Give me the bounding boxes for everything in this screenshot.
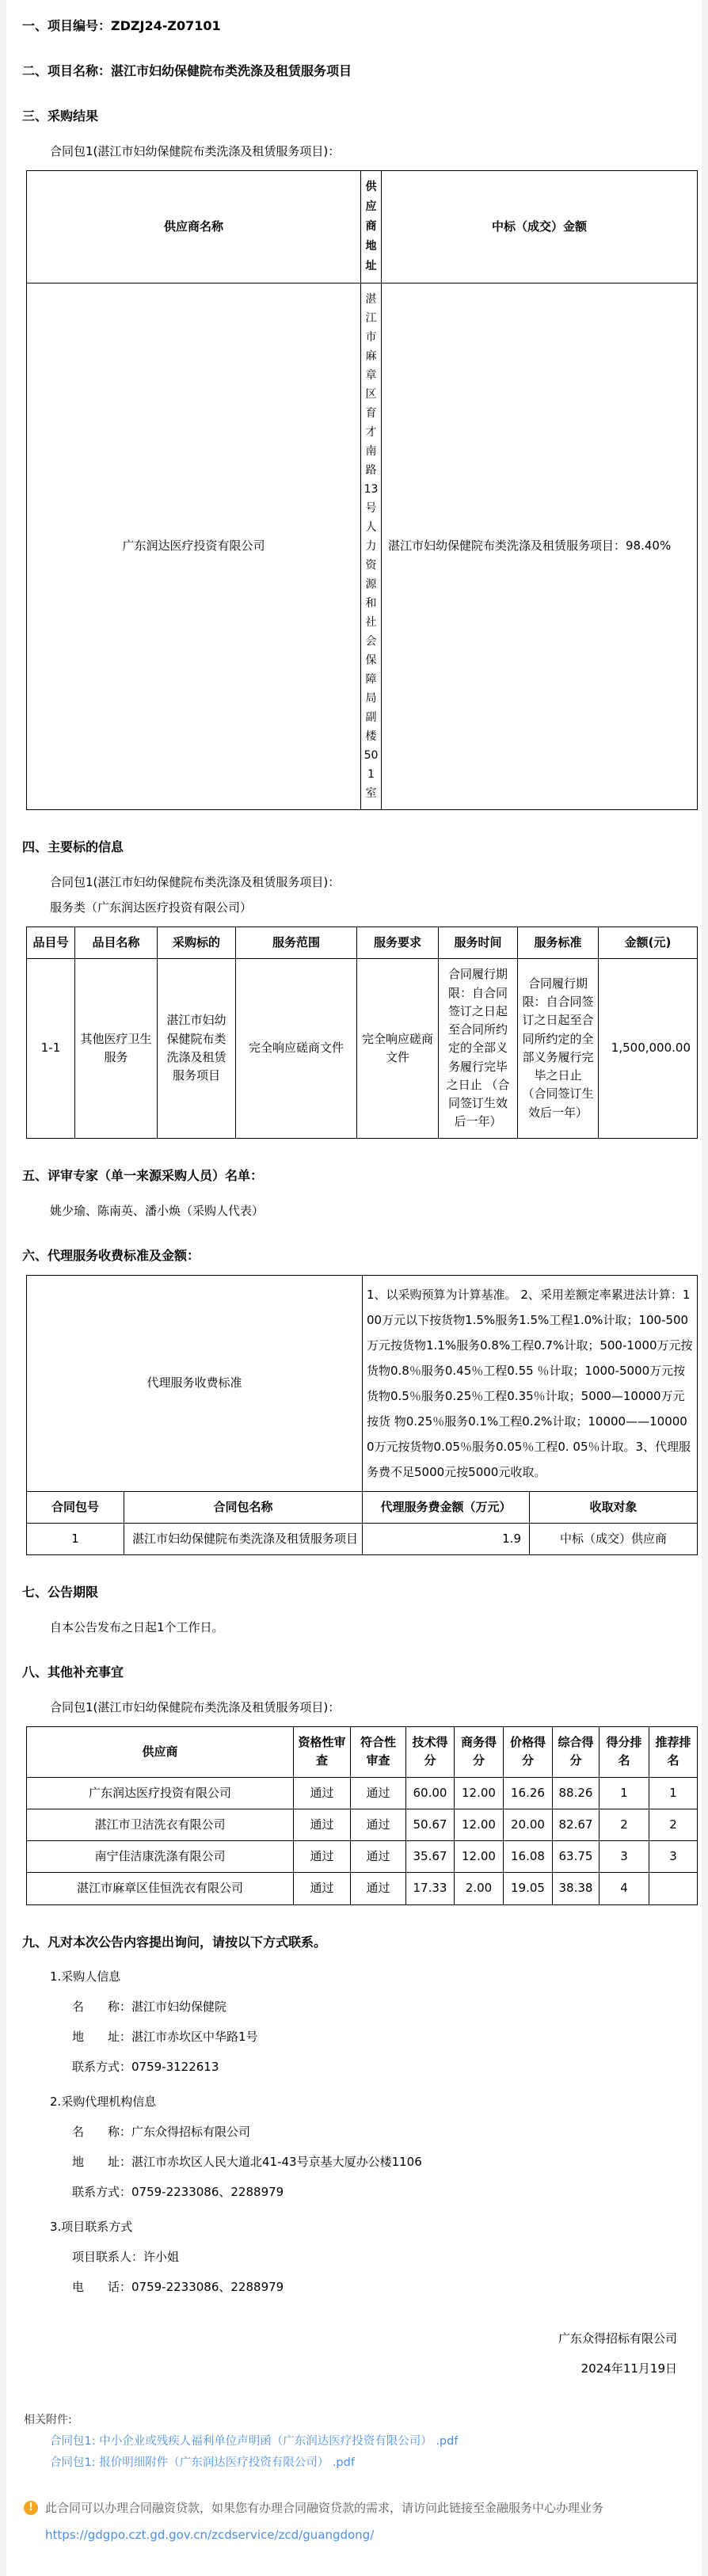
fee-standard-text-cell: 1、以采购预算为计算基准。 2、采用差额定率累进法计算：100万元以下按货物1.5%服务1.5%工程1.0%计取；100-500 万元按货物1.1%服务0.8%工程0.7%计取；500-1000万元按货物0.8％服务0.45％工程0.55 ％计取；1000-5000万元按货物0.5％服务0.25％工程0.35％计取；5000—10000万元按货 物0.25％服务0.1%工程0.2%计取；10000——100000万元按货物0.05％服务0.05％工程0. 05％计取。3、代理服务费不足5000元按5000元收取。 <box>363 1275 698 1491</box>
table-row <box>27 1777 698 1809</box>
service-standard-cell: 合同履行期限：自合同签订之日起至合同所约定的全部义务履行完毕之日止 （合同签订生效后一年） <box>518 959 599 1138</box>
recommend-rank-cell: 3 <box>649 1841 698 1873</box>
package-name-cell: 湛江市妇幼保健院布类洗涤及租赁服务项目 <box>124 1523 363 1554</box>
table-row <box>27 1841 698 1873</box>
conformity-cell: 通过 <box>351 1841 406 1873</box>
col-procurement-subject: 采购标的 <box>158 927 236 959</box>
business-score-cell: 12.00 <box>455 1841 504 1873</box>
technical-score-cell: 17.33 <box>406 1873 455 1904</box>
section-5-title: 五、评审专家（单一来源采购人员）名单： <box>22 1167 264 1183</box>
technical-score-cell: 50.67 <box>406 1809 455 1840</box>
score-rank-cell: 2 <box>600 1809 649 1840</box>
section-4-title: 四、主要标的信息 <box>22 839 124 854</box>
subject-matter-table <box>26 927 698 1139</box>
supplier-cell: 湛江市麻章区佳恒洗衣有限公司 <box>27 1873 294 1904</box>
section-8-title: 八、其他补充事宜 <box>22 1665 124 1680</box>
section-3-package-line: 合同包1(湛江市妇幼保健院布类洗涤及租赁服务项目)： <box>50 144 341 158</box>
supplier-name-cell: 广东润达医疗投资有限公司 <box>27 283 361 810</box>
agency-info-heading: 2.采购代理机构信息 <box>50 2094 157 2109</box>
col-supplier: 供应商 <box>27 1727 294 1778</box>
table-row <box>27 1523 698 1554</box>
recommend-rank-cell: 2 <box>649 1809 698 1840</box>
agency-address-line: 地 址：湛江市赤坎区人民大道北41-43号京基大厦办公楼1106 <box>72 2154 422 2169</box>
attachments-block <box>24 2413 693 2470</box>
financing-service-link[interactable]: https://gdgpo.czt.gd.gov.cn/zcdservice/zcd/guangdong/ <box>45 2527 375 2542</box>
score-rank-cell: 3 <box>600 1841 649 1873</box>
procurement-result-table <box>26 170 698 810</box>
section-4-category-line: 服务类（广东润达医疗投资有限公司） <box>50 900 253 915</box>
col-service-scope: 服务范围 <box>236 927 357 959</box>
fee-standard-label-cell: 代理服务收费标准 <box>27 1275 363 1491</box>
col-charged-party: 收取对象 <box>530 1491 698 1523</box>
qualification-cell: 通过 <box>294 1841 351 1873</box>
col-item-no: 品目号 <box>27 927 75 959</box>
section-2-title: 二、项目名称：湛江市妇幼保健院布类洗涤及租赁服务项目 <box>22 63 352 78</box>
col-package-no: 合同包号 <box>27 1491 124 1523</box>
project-contact-heading: 3.项目联系方式 <box>50 2219 133 2234</box>
section-4-package-line: 合同包1(湛江市妇幼保健院布类洗涤及租赁服务项目)： <box>50 875 341 889</box>
col-recommend-rank: 推荐排名 <box>649 1727 698 1778</box>
conformity-cell: 通过 <box>351 1777 406 1809</box>
announcement-period-text: 自本公告发布之日起1个工作日。 <box>50 1620 224 1634</box>
supplier-score-table <box>26 1726 698 1905</box>
amount-cell: 1,500,000.00 <box>599 959 698 1138</box>
award-amount-cell: 湛江市妇幼保健院布类洗涤及租赁服务项目：98.40% <box>382 283 698 810</box>
table-row <box>27 959 698 1138</box>
col-item-name: 品目名称 <box>75 927 158 959</box>
col-qualification-review: 资格性审查 <box>294 1727 351 1778</box>
col-score-rank: 得分排名 <box>600 1727 649 1778</box>
agency-fee-amount-cell: 1.9 <box>363 1523 530 1554</box>
technical-score-cell: 60.00 <box>406 1777 455 1809</box>
conformity-cell: 通过 <box>351 1873 406 1904</box>
item-no-cell: 1-1 <box>27 959 75 1138</box>
agency-fee-amount-table <box>26 1491 698 1556</box>
price-score-cell: 16.26 <box>504 1777 553 1809</box>
supplier-address-cell: 湛江市麻章区育才南路13号人力资源和社会保障局副楼501室 <box>361 283 382 810</box>
col-service-time: 服务时间 <box>439 927 518 959</box>
agency-name-line: 名 称：广东众得招标有限公司 <box>72 2124 251 2139</box>
col-service-standard: 服务标准 <box>518 927 599 959</box>
total-score-cell: 38.38 <box>553 1873 600 1904</box>
warning-icon: ! <box>24 2501 38 2515</box>
section-3-title: 三、采购结果 <box>22 108 99 124</box>
table-row <box>27 1275 698 1491</box>
project-phone-line: 电 话：0759-2233086、2288979 <box>72 2279 284 2294</box>
col-price-score: 价格得分 <box>504 1727 553 1778</box>
buyer-info-heading: 1.采购人信息 <box>50 1969 121 1984</box>
package-no-cell: 1 <box>27 1523 124 1554</box>
business-score-cell: 2.00 <box>455 1873 504 1904</box>
qualification-cell: 通过 <box>294 1809 351 1840</box>
score-rank-cell: 4 <box>600 1873 649 1904</box>
col-service-requirement: 服务要求 <box>357 927 439 959</box>
recommend-rank-cell: 1 <box>649 1777 698 1809</box>
col-supplier-address: 供应商地址 <box>361 171 382 283</box>
buyer-address-line: 地 址：湛江市赤坎区中华路1号 <box>72 2029 258 2044</box>
supplier-cell: 湛江市卫洁洗衣有限公司 <box>27 1809 294 1840</box>
supplier-cell: 广东润达医疗投资有限公司 <box>27 1777 294 1809</box>
attachments-label: 相关附件: <box>24 2413 72 2426</box>
service-scope-cell: 完全响应磋商文件 <box>236 959 357 1138</box>
conformity-cell: 通过 <box>351 1809 406 1840</box>
table-header-row <box>27 1727 698 1778</box>
announcement-page <box>6 0 702 2576</box>
buyer-name-line: 名 称：湛江市妇幼保健院 <box>72 1999 227 2014</box>
signature-company: 广东众得招标有限公司 <box>558 2331 677 2346</box>
section-8-package-line: 合同包1(湛江市妇幼保健院布类洗涤及租赁服务项目)： <box>50 1700 341 1714</box>
table-header-row <box>27 927 698 959</box>
col-supplier-name: 供应商名称 <box>27 171 361 283</box>
technical-score-cell: 35.67 <box>406 1841 455 1873</box>
section-6-title: 六、代理服务收费标准及金额： <box>22 1247 200 1263</box>
financing-notice-text: 此合同可以办理合同融资贷款，如果您有办理合同融资贷款的需求，请访问此链接至金融服务中心办理业务 <box>45 2500 604 2515</box>
business-score-cell: 12.00 <box>455 1777 504 1809</box>
recommend-rank-cell <box>649 1873 698 1904</box>
col-business-score: 商务得分 <box>455 1727 504 1778</box>
charged-party-cell: 中标（成交）供应商 <box>530 1523 698 1554</box>
agency-contact-line: 联系方式：0759-2233086、2288979 <box>72 2184 284 2199</box>
table-header-row <box>27 1491 698 1523</box>
col-package-name: 合同包名称 <box>124 1491 363 1523</box>
attachment-link-quotation-pdf[interactable]: 合同包1: 报价明细附件（广东润达医疗投资有限公司） .pdf <box>50 2456 355 2469</box>
price-score-cell: 19.05 <box>504 1873 553 1904</box>
buyer-contact-line: 联系方式：0759-3122613 <box>72 2059 219 2074</box>
section-9-title: 九、凡对本次公告内容提出询问，请按以下方式联系。 <box>22 1934 327 1950</box>
col-conformity-review: 符合性审查 <box>351 1727 406 1778</box>
signature-date: 2024年11月19日 <box>580 2361 677 2376</box>
total-score-cell: 63.75 <box>553 1841 600 1873</box>
table-row <box>27 283 698 810</box>
buyer-info-block <box>22 1968 693 2076</box>
item-name-cell: 其他医疗卫生服务 <box>75 959 158 1138</box>
total-score-cell: 82.67 <box>553 1809 600 1840</box>
service-requirement-cell: 完全响应磋商文件 <box>357 959 439 1138</box>
col-technical-score: 技术得分 <box>406 1727 455 1778</box>
col-award-amount: 中标（成交）金额 <box>382 171 698 283</box>
project-contact-block <box>22 2218 693 2296</box>
business-score-cell: 12.00 <box>455 1809 504 1840</box>
service-time-cell: 合同履行期限：自合同签订之日起至合同所约定的全部义务履行完毕之日止 （合同签订生效后一年） <box>439 959 518 1138</box>
total-score-cell: 88.26 <box>553 1777 600 1809</box>
col-agency-fee-amount: 代理服务费金额（万元） <box>363 1491 530 1523</box>
attachment-link-declaration-pdf[interactable]: 合同包1: 中小企业或残疾人福利单位声明函（广东润达医疗投资有限公司） .pdf <box>50 2434 459 2448</box>
table-row <box>27 1873 698 1904</box>
table-header-row <box>27 171 698 283</box>
agency-info-block <box>22 2093 693 2201</box>
qualification-cell: 通过 <box>294 1777 351 1809</box>
procurement-subject-cell: 湛江市妇幼保健院布类洗涤及租赁服务项目 <box>158 959 236 1138</box>
col-total-score: 综合得分 <box>553 1727 600 1778</box>
price-score-cell: 16.08 <box>504 1841 553 1873</box>
signature-block <box>22 2331 693 2376</box>
col-amount-yuan: 金额(元) <box>599 927 698 959</box>
score-rank-cell: 1 <box>600 1777 649 1809</box>
qualification-cell: 通过 <box>294 1873 351 1904</box>
project-contact-person-line: 项目联系人：许小姐 <box>72 2249 180 2264</box>
financing-notice <box>24 2500 693 2543</box>
price-score-cell: 20.00 <box>504 1809 553 1840</box>
agency-fee-standard-table <box>26 1275 698 1492</box>
expert-names: 姚少瑜、陈南英、潘小焕（采购人代表） <box>50 1203 265 1218</box>
section-7-title: 七、公告期限 <box>22 1585 99 1600</box>
supplier-cell: 南宁佳洁康洗涤有限公司 <box>27 1841 294 1873</box>
section-1-title: 一、项目编号：ZDZJ24-Z07101 <box>22 18 221 33</box>
table-row <box>27 1809 698 1840</box>
